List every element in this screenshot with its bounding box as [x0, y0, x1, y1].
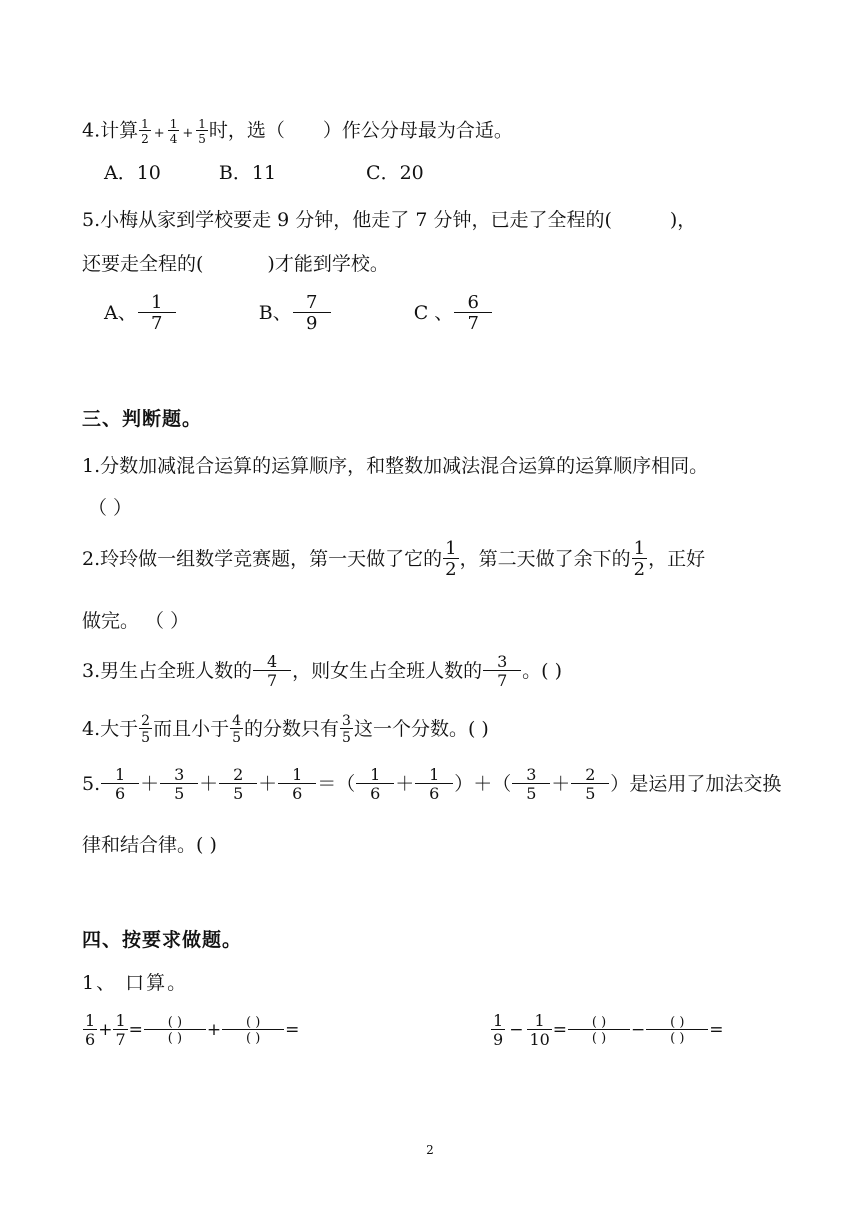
fraction: $\frac{4}{7}$	[253, 654, 291, 689]
judge-2-line-2: 做完。 （ ）	[82, 610, 190, 632]
option-a: A．10	[104, 162, 161, 184]
fraction: $\frac{2}{5}$	[571, 767, 609, 802]
fraction: $\frac{4}{5}$	[232, 713, 241, 746]
fraction: $\frac{1}{2}$	[633, 538, 646, 580]
option-b-fraction: $\frac{7}{9}$	[293, 294, 331, 333]
fraction: $\frac{1}{2}$	[141, 117, 149, 146]
section-4-title: 四、按要求做题。	[82, 929, 243, 951]
option-c-fraction: $\frac{6}{7}$	[454, 294, 492, 333]
fraction: $\frac{3}{7}$	[483, 654, 521, 689]
question-4: 4.计算 $\frac{1}{2}$ + $\frac{1}{4}$ + $\frac{1}{5}$ 时，选（ ）作公分母最为合适。	[82, 117, 513, 146]
option-b: B．11	[218, 162, 277, 184]
fraction: $\frac{2}{5}$	[141, 713, 151, 746]
judge-3: 3.男生占全班人数的 $\frac{4}{7}$ ，则女生占全班人数的 $\frac{3}{7}$ 。( )	[82, 652, 563, 690]
fraction: $\frac{1}{5}$	[198, 117, 206, 146]
fraction: $\frac{2}{5}$	[219, 767, 257, 802]
option-a-fraction: $\frac{1}{7}$	[138, 294, 176, 333]
fraction: $\frac{1}{6}$	[85, 1011, 96, 1049]
judge-1-answer: （ ）	[88, 497, 133, 519]
judge-2: 2.玲玲做一组数学竞赛题，第一天做了它的 $\frac{1}{2}$ ，第二天做了余下的 $\frac{1}{2}$ ，正好	[82, 538, 706, 580]
question-5-line-2: 还要走全程的( )才能到学校。	[82, 253, 389, 275]
fraction: $\frac{1}{10}$	[529, 1011, 550, 1049]
fraction: $\frac{3}{5}$	[160, 767, 198, 802]
option-c: C．20	[366, 162, 424, 184]
page-number: 2	[426, 1143, 434, 1157]
fraction: $\frac{1}{6}$	[415, 767, 453, 802]
fraction: $\frac{1}{6}$	[101, 767, 139, 802]
subsection-oral-calc: 1、 口算。	[82, 972, 189, 994]
question-5-line-1: 5.小梅从家到学校要走 9 分钟，他走了 7 分钟，已走了全程的( )，	[82, 209, 697, 231]
fraction: $\frac{1}{6}$	[356, 767, 394, 802]
judge-5-line-2: 律和结合律。( )	[82, 834, 217, 856]
judge-4: 4.大于 $\frac{2}{5}$ 而且小于 $\frac{4}{5}$ 的分数只有 $\frac{3}{5}$ 这一个分数。( )	[82, 713, 489, 746]
answer-blank-fraction[interactable]: $\frac{( )}{( )}$	[144, 1016, 206, 1045]
oral-calc-expression-2: $\frac{1}{9}$ − $\frac{1}{10}$ = $\frac{( )}{( )}$ − $\frac{( )}{( )}$ =	[493, 1011, 724, 1049]
fraction: $\frac{1}{9}$	[493, 1011, 504, 1049]
fraction: $\frac{1}{2}$	[445, 538, 457, 580]
question-4-options	[104, 164, 424, 183]
answer-blank-fraction[interactable]: $\frac{( )}{( )}$	[646, 1016, 708, 1045]
fraction: $\frac{1}{4}$	[169, 117, 178, 146]
fraction: $\frac{1}{6}$	[278, 767, 316, 802]
fraction: $\frac{3}{5}$	[342, 713, 351, 746]
question-5-options: A、 $\frac{1}{7}$ B、 $\frac{7}{9}$ C 、 $\frac{6}{7}$	[104, 294, 493, 333]
answer-blank-fraction[interactable]: $\frac{( )}{( )}$	[222, 1016, 284, 1045]
fraction: $\frac{3}{5}$	[512, 767, 550, 802]
judge-1: 1.分数加减混合运算的运算顺序，和整数加减法混合运算的运算顺序相同。	[82, 455, 709, 477]
section-3-title: 三、判断题。	[82, 408, 203, 430]
judge-5: 5. $\frac{1}{6}$ ＋ $\frac{3}{5}$ ＋ $\frac{2}{5}$ ＋ $\frac{1}{6}$ ＝（ $\frac{1}{6}$ ＋ $\frac{1}{6}$ ）＋（ $\frac{3}{5}$ ＋ $\frac{2}{5}$ ）是运用了加法交换	[82, 765, 782, 803]
oral-calc-expression-1: $\frac{1}{6}$ + $\frac{1}{7}$ = $\frac{( )}{( )}$ + $\frac{( )}{( )}$ =	[85, 1011, 300, 1049]
fraction: $\frac{1}{7}$	[115, 1011, 126, 1049]
answer-blank-fraction[interactable]: $\frac{( )}{( )}$	[568, 1016, 630, 1045]
